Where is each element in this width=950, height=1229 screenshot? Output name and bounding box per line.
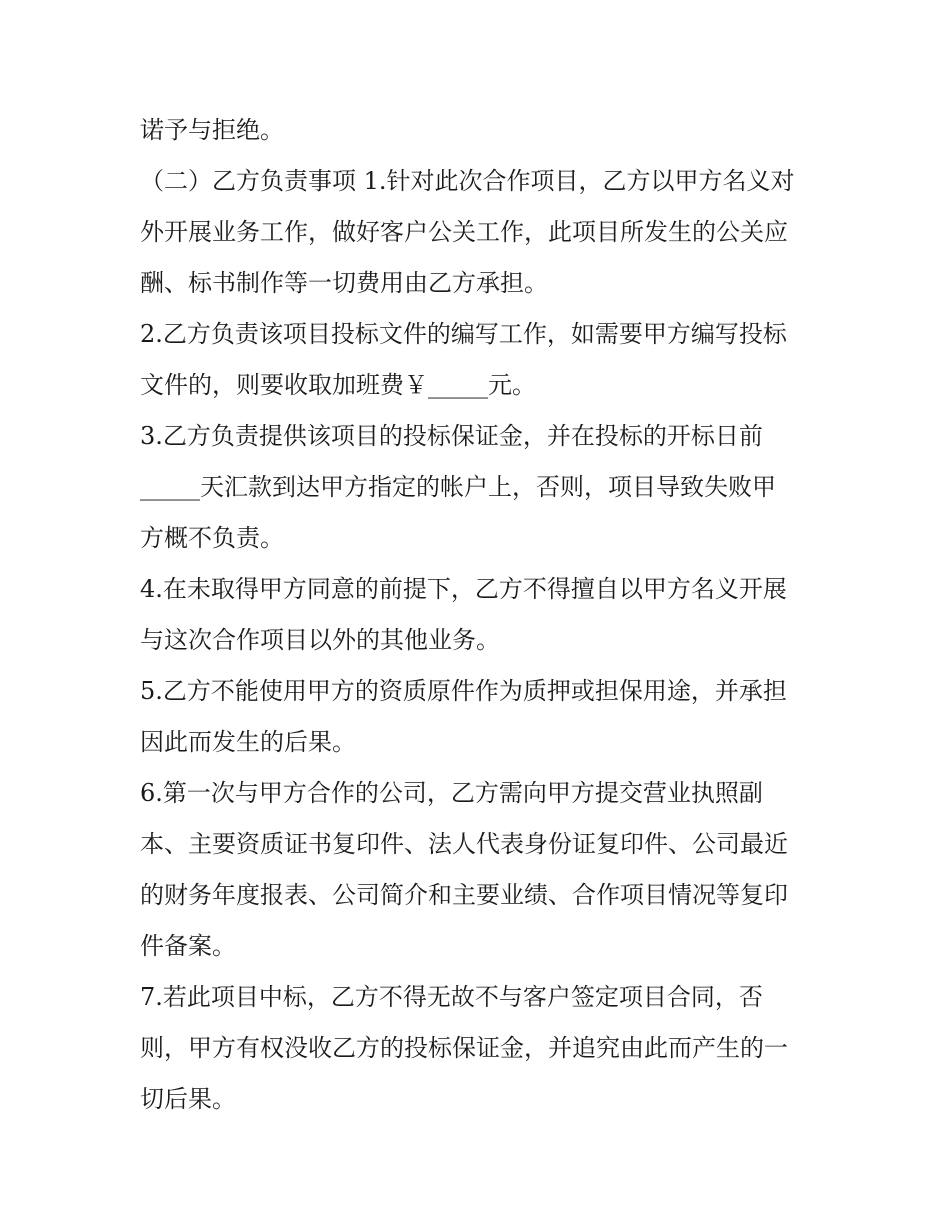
text-line: （二）乙方负责事项 1.针对此次合作项目，乙方以甲方名义对 <box>140 167 795 195</box>
text-line: 外开展业务工作，做好客户公关工作，此项目所发生的公关应 <box>140 218 788 246</box>
text-line: 因此而发生的后果。 <box>140 728 356 756</box>
text-line: 文件的，则要收取加班费￥_____元。 <box>140 371 536 399</box>
text-line: 切后果。 <box>140 1085 236 1113</box>
text-line: 与这次合作项目以外的其他业务。 <box>140 626 500 654</box>
text-line: 2.乙方负责该项目投标文件的编写工作，如需要甲方编写投标 <box>140 320 787 348</box>
text-line: 的财务年度报表、公司简介和主要业绩、合作项目情况等复印 <box>140 881 788 909</box>
text-line: 7.若此项目中标，乙方不得无故不与客户签定项目合同，否 <box>140 983 763 1011</box>
text-line: 件备案。 <box>140 932 236 960</box>
text-line: 4.在未取得甲方同意的前提下，乙方不得擅自以甲方名义开展 <box>140 575 787 603</box>
text-line: 诺予与拒绝。 <box>140 116 284 144</box>
text-line: _____天汇款到达甲方指定的帐户上，否则，项目导致失败甲 <box>140 473 776 501</box>
text-line: 方概不负责。 <box>140 524 284 552</box>
text-line: 则，甲方有权没收乙方的投标保证金，并追究由此而产生的一 <box>140 1034 788 1062</box>
text-line: 本、主要资质证书复印件、法人代表身份证复印件、公司最近 <box>140 830 788 858</box>
text-line: 5.乙方不能使用甲方的资质原件作为质押或担保用途，并承担 <box>140 677 787 705</box>
text-line: 6.第一次与甲方合作的公司，乙方需向甲方提交营业执照副 <box>140 779 763 807</box>
text-line: 3.乙方负责提供该项目的投标保证金，并在投标的开标日前 <box>140 422 763 450</box>
text-line: 酬、标书制作等一切费用由乙方承担。 <box>140 269 548 297</box>
